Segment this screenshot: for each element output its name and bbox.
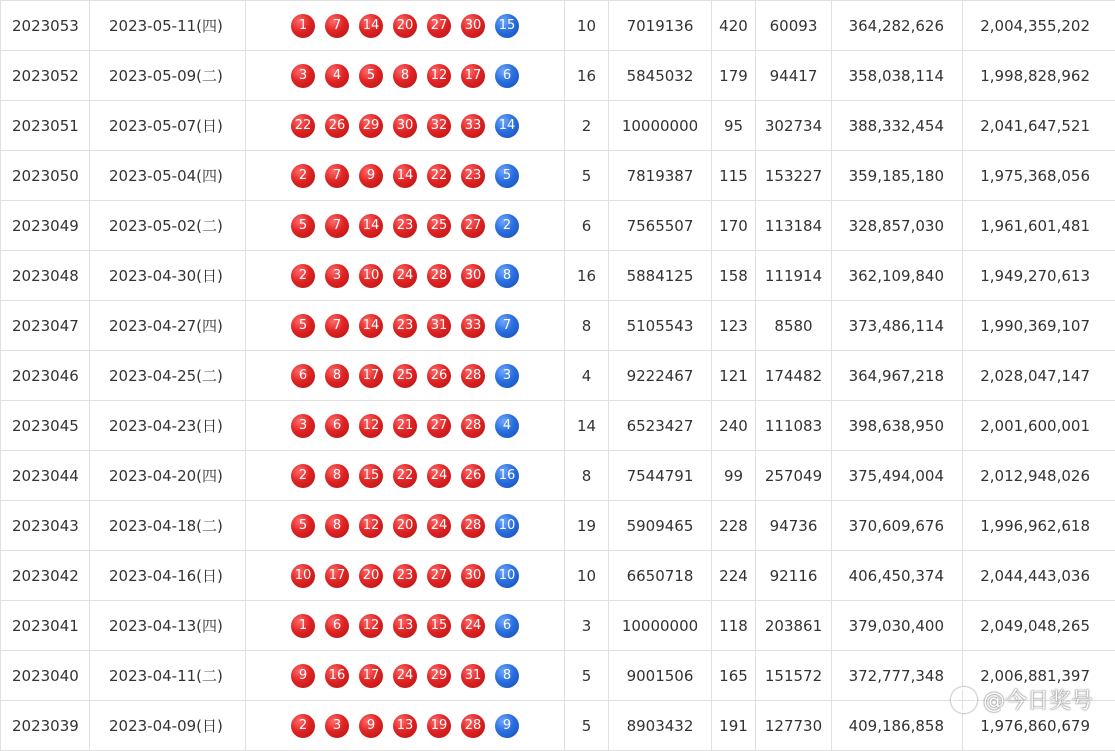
red-ball: 22 — [393, 464, 417, 488]
blue-ball: 14 — [495, 114, 519, 138]
first-prize-count: 5 — [565, 701, 609, 751]
red-ball: 12 — [427, 64, 451, 88]
issue-number: 2023050 — [1, 151, 90, 201]
second-prize-count: 123 — [712, 301, 756, 351]
red-ball: 6 — [325, 414, 349, 438]
red-ball: 28 — [461, 514, 485, 538]
blue-ball: 6 — [495, 64, 519, 88]
table-row — [1, 51, 1115, 101]
red-ball: 17 — [359, 664, 383, 688]
red-ball: 5 — [291, 214, 315, 238]
sales-amount: 375,494,004 — [832, 451, 963, 501]
red-ball: 17 — [325, 564, 349, 588]
sales-amount: 388,332,454 — [832, 101, 963, 151]
table-row — [1, 451, 1115, 501]
second-prize-count: 158 — [712, 251, 756, 301]
red-ball: 3 — [291, 64, 315, 88]
sales-amount: 372,777,348 — [832, 651, 963, 701]
second-prize-count: 224 — [712, 551, 756, 601]
issue-number: 2023046 — [1, 351, 90, 401]
blue-ball: 9 — [495, 714, 519, 738]
winning-numbers — [246, 651, 565, 701]
first-prize-amount: 5105543 — [609, 301, 712, 351]
red-ball: 25 — [427, 214, 451, 238]
red-ball: 6 — [325, 614, 349, 638]
table-body — [1, 1, 1115, 751]
red-ball: 5 — [359, 64, 383, 88]
second-prize-amount: 94417 — [756, 51, 832, 101]
second-prize-amount: 174482 — [756, 351, 832, 401]
sales-amount: 409,186,858 — [832, 701, 963, 751]
first-prize-amount: 7019136 — [609, 1, 712, 51]
red-ball: 7 — [325, 214, 349, 238]
red-ball: 9 — [291, 664, 315, 688]
sales-amount: 373,486,114 — [832, 301, 963, 351]
red-ball: 16 — [325, 664, 349, 688]
first-prize-count: 8 — [565, 301, 609, 351]
second-prize-amount: 302734 — [756, 101, 832, 151]
prize-pool: 2,049,048,265 — [963, 601, 1115, 651]
second-prize-amount: 111083 — [756, 401, 832, 451]
blue-ball: 7 — [495, 314, 519, 338]
first-prize-count: 5 — [565, 151, 609, 201]
draw-date: 2023-04-27(四) — [90, 301, 246, 351]
prize-pool: 2,001,600,001 — [963, 401, 1115, 451]
table-row — [1, 301, 1115, 351]
second-prize-count: 179 — [712, 51, 756, 101]
watermark — [951, 684, 1093, 715]
red-ball: 27 — [427, 564, 451, 588]
second-prize-count: 240 — [712, 401, 756, 451]
draw-date: 2023-04-16(日) — [90, 551, 246, 601]
draw-date: 2023-04-11(二) — [90, 651, 246, 701]
red-ball: 26 — [427, 364, 451, 388]
red-ball: 24 — [393, 664, 417, 688]
red-ball: 26 — [461, 464, 485, 488]
sales-amount: 362,109,840 — [832, 251, 963, 301]
red-ball: 1 — [291, 14, 315, 38]
sales-amount: 359,185,180 — [832, 151, 963, 201]
red-ball: 7 — [325, 14, 349, 38]
first-prize-count: 16 — [565, 51, 609, 101]
red-ball: 26 — [325, 114, 349, 138]
draw-date: 2023-04-20(四) — [90, 451, 246, 501]
second-prize-count: 228 — [712, 501, 756, 551]
winning-numbers — [246, 251, 565, 301]
prize-pool: 2,044,443,036 — [963, 551, 1115, 601]
red-ball: 24 — [427, 514, 451, 538]
winning-numbers — [246, 151, 565, 201]
issue-number: 2023045 — [1, 401, 90, 451]
second-prize-count: 118 — [712, 601, 756, 651]
red-ball: 8 — [325, 514, 349, 538]
issue-number: 2023043 — [1, 501, 90, 551]
issue-number: 2023049 — [1, 201, 90, 251]
winning-numbers — [246, 301, 565, 351]
issue-number: 2023041 — [1, 601, 90, 651]
draw-date: 2023-04-18(二) — [90, 501, 246, 551]
prize-pool: 1,976,860,679 — [963, 701, 1115, 751]
table-row — [1, 151, 1115, 201]
red-ball: 3 — [325, 714, 349, 738]
red-ball: 25 — [393, 364, 417, 388]
second-prize-count: 165 — [712, 651, 756, 701]
blue-ball: 4 — [495, 414, 519, 438]
prize-pool: 2,012,948,026 — [963, 451, 1115, 501]
red-ball: 22 — [427, 164, 451, 188]
first-prize-count: 19 — [565, 501, 609, 551]
first-prize-count: 4 — [565, 351, 609, 401]
table-row — [1, 1, 1115, 51]
draw-date: 2023-05-04(四) — [90, 151, 246, 201]
red-ball: 1 — [291, 614, 315, 638]
red-ball: 5 — [291, 314, 315, 338]
red-ball: 13 — [393, 614, 417, 638]
blue-ball: 8 — [495, 664, 519, 688]
red-ball: 6 — [291, 364, 315, 388]
red-ball: 28 — [461, 364, 485, 388]
red-ball: 4 — [325, 64, 349, 88]
table-row — [1, 601, 1115, 651]
first-prize-amount: 7544791 — [609, 451, 712, 501]
red-ball: 8 — [325, 364, 349, 388]
table-row — [1, 251, 1115, 301]
red-ball: 30 — [461, 564, 485, 588]
blue-ball: 3 — [495, 364, 519, 388]
red-ball: 13 — [393, 714, 417, 738]
second-prize-amount: 8580 — [756, 301, 832, 351]
second-prize-count: 115 — [712, 151, 756, 201]
red-ball: 29 — [427, 664, 451, 688]
red-ball: 27 — [461, 214, 485, 238]
red-ball: 23 — [393, 214, 417, 238]
table-row — [1, 201, 1115, 251]
blue-ball: 10 — [495, 514, 519, 538]
second-prize-amount: 257049 — [756, 451, 832, 501]
second-prize-count: 191 — [712, 701, 756, 751]
red-ball: 15 — [359, 464, 383, 488]
red-ball: 2 — [291, 164, 315, 188]
blue-ball: 8 — [495, 264, 519, 288]
first-prize-amount: 7819387 — [609, 151, 712, 201]
winning-numbers — [246, 351, 565, 401]
second-prize-amount: 127730 — [756, 701, 832, 751]
second-prize-amount: 111914 — [756, 251, 832, 301]
red-ball: 33 — [461, 314, 485, 338]
prize-pool: 2,028,047,147 — [963, 351, 1115, 401]
red-ball: 17 — [359, 364, 383, 388]
red-ball: 17 — [461, 64, 485, 88]
red-ball: 24 — [393, 264, 417, 288]
table-row — [1, 701, 1115, 751]
table-row — [1, 351, 1115, 401]
red-ball: 31 — [427, 314, 451, 338]
red-ball: 20 — [359, 564, 383, 588]
first-prize-amount: 8903432 — [609, 701, 712, 751]
red-ball: 20 — [393, 514, 417, 538]
draw-date: 2023-05-07(日) — [90, 101, 246, 151]
red-ball: 2 — [291, 264, 315, 288]
prize-pool: 1,975,368,056 — [963, 151, 1115, 201]
red-ball: 14 — [393, 164, 417, 188]
first-prize-count: 14 — [565, 401, 609, 451]
second-prize-count: 170 — [712, 201, 756, 251]
issue-number: 2023040 — [1, 651, 90, 701]
first-prize-count: 10 — [565, 551, 609, 601]
first-prize-amount: 5845032 — [609, 51, 712, 101]
red-ball: 12 — [359, 614, 383, 638]
issue-number: 2023048 — [1, 251, 90, 301]
red-ball: 2 — [291, 464, 315, 488]
second-prize-amount: 60093 — [756, 1, 832, 51]
table-row — [1, 651, 1115, 701]
prize-pool: 1,949,270,613 — [963, 251, 1115, 301]
blue-ball: 10 — [495, 564, 519, 588]
red-ball: 30 — [461, 264, 485, 288]
prize-pool: 1,998,828,962 — [963, 51, 1115, 101]
red-ball: 28 — [461, 414, 485, 438]
red-ball: 14 — [359, 214, 383, 238]
blue-ball: 16 — [495, 464, 519, 488]
first-prize-amount: 10000000 — [609, 601, 712, 651]
red-ball: 7 — [325, 164, 349, 188]
table-row — [1, 401, 1115, 451]
draw-date: 2023-05-09(二) — [90, 51, 246, 101]
winning-numbers — [246, 201, 565, 251]
red-ball: 3 — [291, 414, 315, 438]
draw-date: 2023-05-11(四) — [90, 1, 246, 51]
red-ball: 8 — [393, 64, 417, 88]
issue-number: 2023047 — [1, 301, 90, 351]
red-ball: 28 — [461, 714, 485, 738]
prize-pool: 2,004,355,202 — [963, 1, 1115, 51]
table-row — [1, 501, 1115, 551]
red-ball: 10 — [359, 264, 383, 288]
draw-date: 2023-04-30(日) — [90, 251, 246, 301]
second-prize-count: 420 — [712, 1, 756, 51]
red-ball: 7 — [325, 314, 349, 338]
red-ball: 23 — [393, 314, 417, 338]
prize-pool: 1,961,601,481 — [963, 201, 1115, 251]
draw-date: 2023-04-25(二) — [90, 351, 246, 401]
sales-amount: 406,450,374 — [832, 551, 963, 601]
sales-amount: 364,967,218 — [832, 351, 963, 401]
winning-numbers — [246, 601, 565, 651]
sales-amount: 370,609,676 — [832, 501, 963, 551]
second-prize-amount: 94736 — [756, 501, 832, 551]
red-ball: 21 — [393, 414, 417, 438]
red-ball: 14 — [359, 14, 383, 38]
red-ball: 15 — [427, 614, 451, 638]
issue-number: 2023039 — [1, 701, 90, 751]
draw-date: 2023-05-02(二) — [90, 201, 246, 251]
first-prize-count: 16 — [565, 251, 609, 301]
red-ball: 2 — [291, 714, 315, 738]
red-ball: 27 — [427, 414, 451, 438]
issue-number: 2023053 — [1, 1, 90, 51]
prize-pool: 2,041,647,521 — [963, 101, 1115, 151]
first-prize-amount: 7565507 — [609, 201, 712, 251]
red-ball: 28 — [427, 264, 451, 288]
red-ball: 31 — [461, 664, 485, 688]
second-prize-count: 99 — [712, 451, 756, 501]
winning-numbers — [246, 51, 565, 101]
first-prize-amount: 6523427 — [609, 401, 712, 451]
red-ball: 8 — [325, 464, 349, 488]
prize-pool: 1,990,369,107 — [963, 301, 1115, 351]
red-ball: 24 — [427, 464, 451, 488]
red-ball: 24 — [461, 614, 485, 638]
second-prize-count: 95 — [712, 101, 756, 151]
winning-numbers — [246, 1, 565, 51]
red-ball: 23 — [461, 164, 485, 188]
second-prize-amount: 113184 — [756, 201, 832, 251]
red-ball: 19 — [427, 714, 451, 738]
first-prize-count: 3 — [565, 601, 609, 651]
blue-ball: 15 — [495, 14, 519, 38]
blue-ball: 5 — [495, 164, 519, 188]
first-prize-amount: 5909465 — [609, 501, 712, 551]
red-ball: 12 — [359, 414, 383, 438]
first-prize-count: 5 — [565, 651, 609, 701]
first-prize-count: 8 — [565, 451, 609, 501]
red-ball: 9 — [359, 164, 383, 188]
winning-numbers — [246, 701, 565, 751]
red-ball: 14 — [359, 314, 383, 338]
issue-number: 2023051 — [1, 101, 90, 151]
table-row — [1, 101, 1115, 151]
sales-amount: 328,857,030 — [832, 201, 963, 251]
red-ball: 5 — [291, 514, 315, 538]
first-prize-count: 2 — [565, 101, 609, 151]
first-prize-amount: 6650718 — [609, 551, 712, 601]
sales-amount: 379,030,400 — [832, 601, 963, 651]
red-ball: 12 — [359, 514, 383, 538]
sales-amount: 364,282,626 — [832, 1, 963, 51]
draw-date: 2023-04-09(日) — [90, 701, 246, 751]
second-prize-count: 121 — [712, 351, 756, 401]
red-ball: 23 — [393, 564, 417, 588]
second-prize-amount: 151572 — [756, 651, 832, 701]
winning-numbers — [246, 501, 565, 551]
red-ball: 30 — [393, 114, 417, 138]
winning-numbers — [246, 401, 565, 451]
first-prize-count: 10 — [565, 1, 609, 51]
red-ball: 27 — [427, 14, 451, 38]
watermark-text: @今日奖号 — [983, 684, 1093, 715]
red-ball: 10 — [291, 564, 315, 588]
first-prize-amount: 9001506 — [609, 651, 712, 701]
winning-numbers — [246, 451, 565, 501]
red-ball: 3 — [325, 264, 349, 288]
blue-ball: 2 — [495, 214, 519, 238]
red-ball: 33 — [461, 114, 485, 138]
sales-amount: 358,038,114 — [832, 51, 963, 101]
draw-date: 2023-04-23(日) — [90, 401, 246, 451]
red-ball: 20 — [393, 14, 417, 38]
red-ball: 9 — [359, 714, 383, 738]
prize-pool: 2,006,881,397 — [963, 651, 1115, 701]
prize-pool: 1,996,962,618 — [963, 501, 1115, 551]
second-prize-amount: 92116 — [756, 551, 832, 601]
winning-numbers — [246, 101, 565, 151]
table-row — [1, 551, 1115, 601]
red-ball: 30 — [461, 14, 485, 38]
winning-numbers — [246, 551, 565, 601]
draw-date: 2023-04-13(四) — [90, 601, 246, 651]
blue-ball: 6 — [495, 614, 519, 638]
second-prize-amount: 203861 — [756, 601, 832, 651]
second-prize-amount: 153227 — [756, 151, 832, 201]
paw-icon — [951, 687, 977, 713]
red-ball: 29 — [359, 114, 383, 138]
first-prize-amount: 10000000 — [609, 101, 712, 151]
sales-amount: 398,638,950 — [832, 401, 963, 451]
red-ball: 32 — [427, 114, 451, 138]
issue-number: 2023052 — [1, 51, 90, 101]
first-prize-amount: 9222467 — [609, 351, 712, 401]
first-prize-count: 6 — [565, 201, 609, 251]
red-ball: 22 — [291, 114, 315, 138]
issue-number: 2023044 — [1, 451, 90, 501]
first-prize-amount: 5884125 — [609, 251, 712, 301]
issue-number: 2023042 — [1, 551, 90, 601]
